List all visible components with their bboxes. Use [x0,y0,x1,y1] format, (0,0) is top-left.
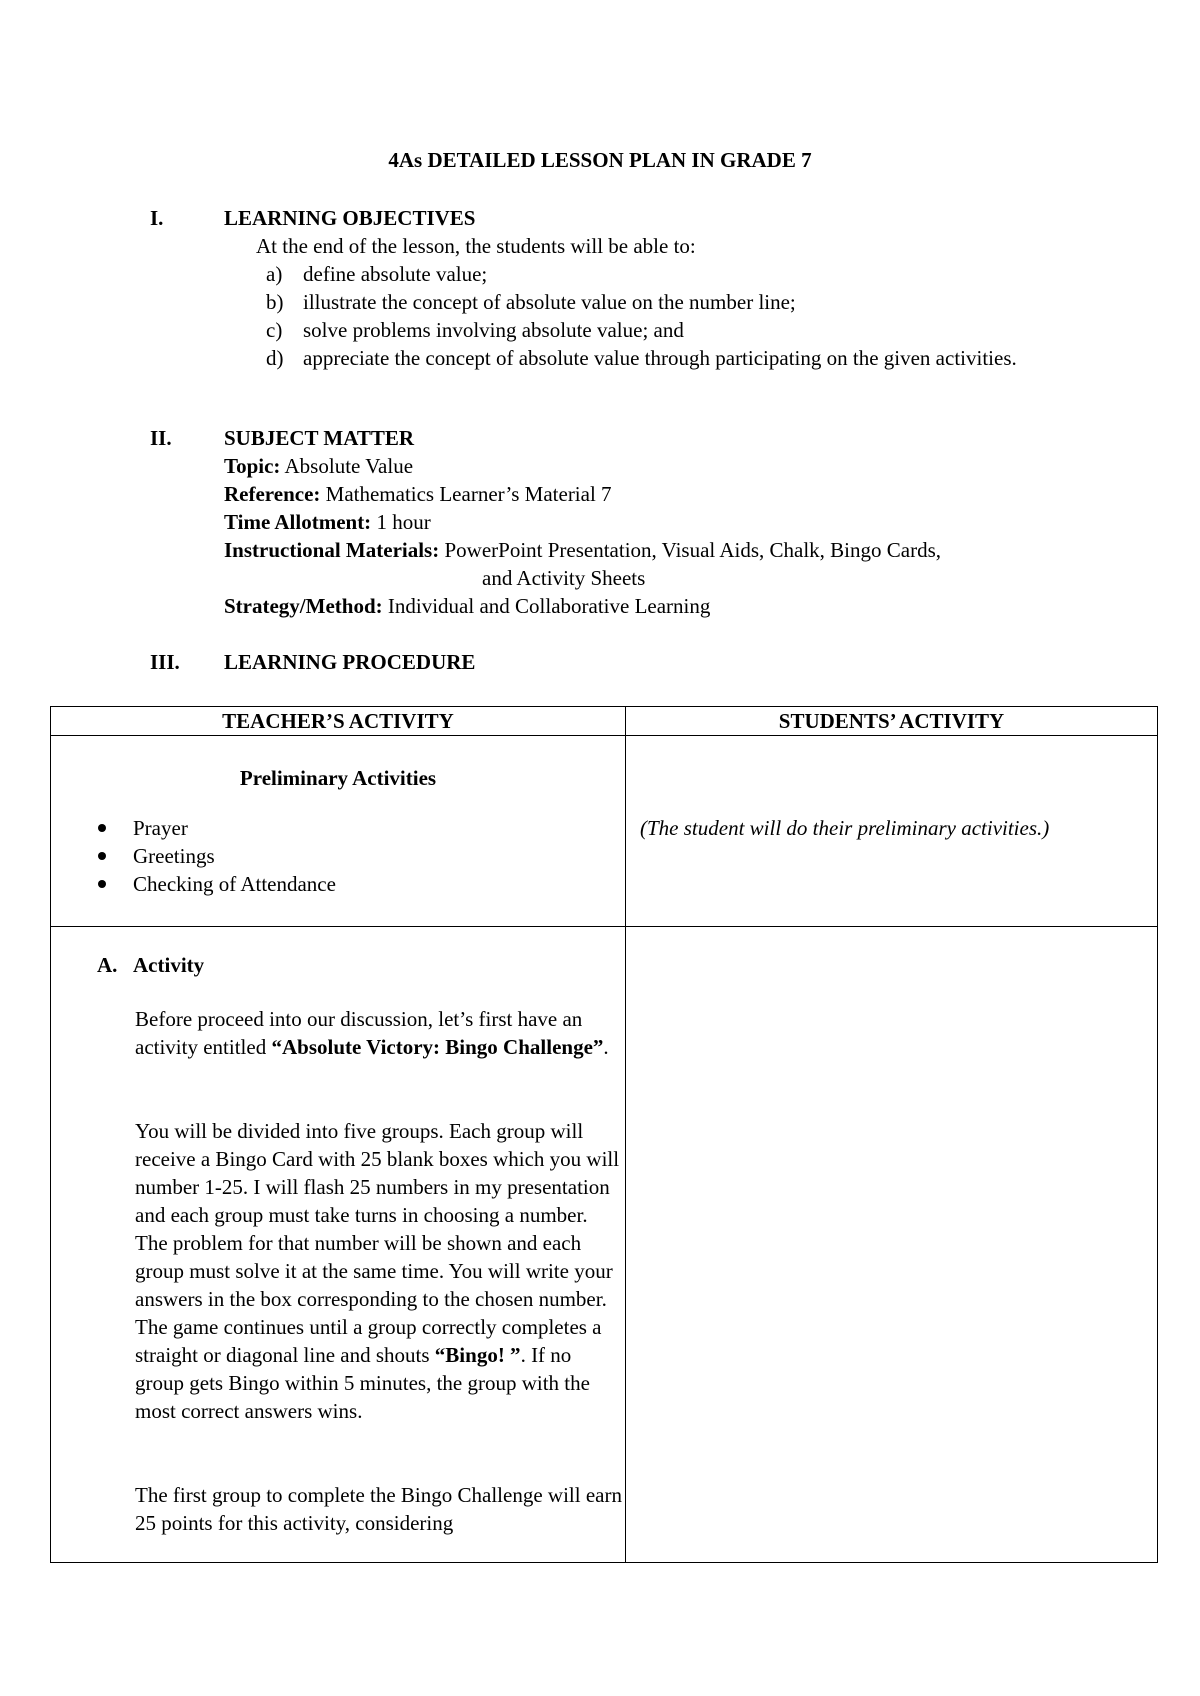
students-activity-header: STUDENTS’ ACTIVITY [626,707,1158,736]
item-text: illustrate the concept of absolute value on the number line; [303,290,796,314]
item-text: Prayer [133,816,188,840]
list-item [256,288,1056,316]
activity-heading [97,951,204,979]
item-text: define absolute value; [303,262,488,286]
reference-value: Mathematics Learner’s Material 7 [325,482,612,506]
item-marker: d) [266,346,284,370]
section-number: III. [150,650,180,674]
topic-row [224,452,413,480]
reference-label: Reference: [224,482,321,506]
activity-paragraph-2 [135,1117,623,1425]
time-allotment-value: 1 hour [376,510,431,534]
bullet-icon [98,880,106,888]
paragraph-text: Before proceed into our discussion, let’s first have an activity entitled [135,1007,583,1059]
list-item [91,870,336,898]
activity-title: Activity [133,953,205,977]
strategy-value: Individual and Collaborative Learning [387,594,711,618]
table-row [51,736,1158,927]
topic-label: Topic: [224,454,281,478]
bullet-icon [98,852,106,860]
section-number: II. [150,426,172,450]
item-text: Greetings [133,844,215,868]
item-marker: b) [266,290,284,314]
materials-value-continued: and Activity Sheets [482,566,646,590]
procedure-table [50,706,1158,1563]
table-row [51,927,1158,1563]
paragraph-text: . If no group gets Bingo within 5 minutes, the group with the most correct answers wins. [135,1343,590,1423]
activity-letter: A. [97,953,118,977]
list-item [256,344,1043,372]
topic-value: Absolute Value [284,454,414,478]
teacher-preliminary-cell [51,736,626,927]
item-text: solve problems involving absolute value; and [303,318,684,342]
materials-label: Instructional Materials: [224,538,440,562]
activity-name: “Absolute Victory: Bingo Challenge” [271,1035,604,1059]
objectives-list [256,260,1056,372]
time-allotment-row [224,508,431,536]
objectives-intro: At the end of the lesson, the students will be able to: [256,234,696,258]
materials-value: PowerPoint Presentation, Visual Aids, Chalk, Bingo Cards, [444,538,941,562]
section-heading: LEARNING OBJECTIVES [224,206,476,230]
list-item [91,814,336,842]
paragraph-text: . [603,1035,609,1059]
paragraph-text: You will be divided into five groups. Each group will receive a Bingo Card with 25 blank boxes which you will number 1-25. I will flash 25 numbers in my presentation and each group must take turns in choosing a number. The problem for that number will be shown and each group must solve it at the same time. You will write your answers in the box corresponding to the chosen number. The game continues until a group correctly completes a straight or diagonal line and shouts [135,1119,620,1367]
student-preliminary-note: (The student will do their preliminary activities.) [640,816,1050,840]
section-heading: LEARNING PROCEDURE [224,650,476,674]
bingo-shout: “Bingo! ” [434,1343,521,1367]
bullet-icon [98,824,106,832]
item-text: Checking of Attendance [133,872,336,896]
document-title: 4As DETAILED LESSON PLAN IN GRADE 7 [388,148,812,172]
reference-row [224,480,612,508]
teacher-activity-header: TEACHER’S ACTIVITY [51,707,626,736]
activity-paragraph-1 [135,1005,623,1061]
list-item [256,316,1056,344]
section-heading: SUBJECT MATTER [224,426,415,450]
student-preliminary-cell [626,736,1158,927]
list-item [256,260,1056,288]
time-allotment-label: Time Allotment: [224,510,372,534]
student-activity-cell [626,927,1158,1563]
list-item [91,842,336,870]
strategy-row [224,592,710,620]
preliminary-title: Preliminary Activities [239,766,437,790]
teacher-activity-cell [51,927,626,1563]
item-marker: c) [266,318,283,342]
strategy-label: Strategy/Method: [224,594,383,618]
item-text: appreciate the concept of absolute value through participating on the given activities. [303,346,1017,370]
table-header-row [51,707,1158,736]
materials-row [224,536,941,564]
preliminary-list [91,814,336,898]
item-marker: a) [266,262,283,286]
section-number: I. [150,206,164,230]
activity-paragraph-3: The first group to complete the Bingo Challenge will earn 25 points for this activity, considering [135,1483,622,1535]
